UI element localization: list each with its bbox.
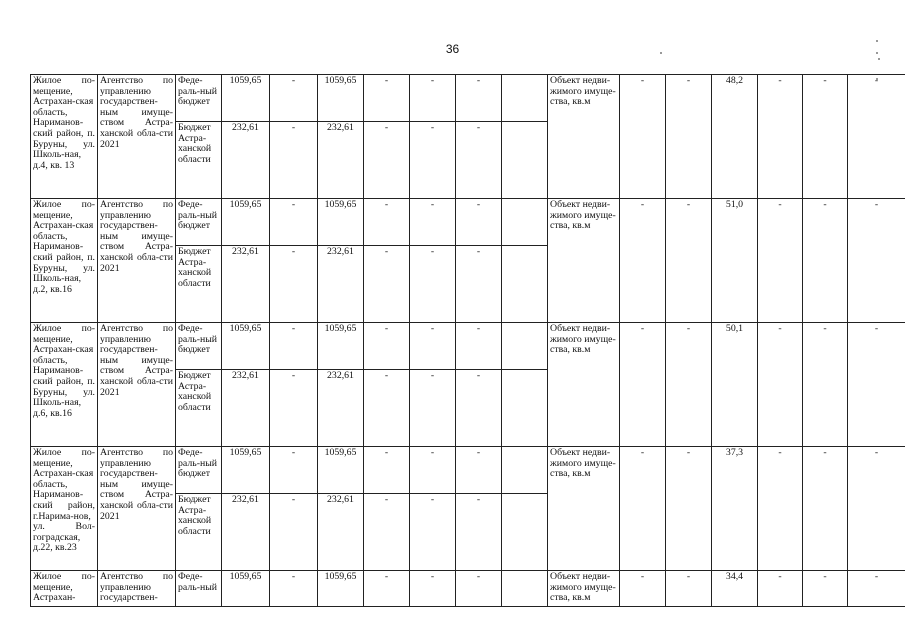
- indicator-value-cell: 50,1: [712, 323, 758, 447]
- total-amount-cell: 1059,65: [222, 571, 270, 607]
- amount-cell: -: [270, 246, 318, 323]
- amount-cell: -: [364, 447, 410, 494]
- indicator-value-cell: 51,0: [712, 199, 758, 323]
- blank-cell: [502, 75, 548, 122]
- indicator-value-cell: -: [620, 199, 666, 323]
- funding-source-cell: Феде-раль-ный: [176, 571, 222, 607]
- indicator-value-cell: -: [666, 199, 712, 323]
- indicator-cell: Объект недви-жимого имуще-ства, кв.м: [548, 447, 620, 571]
- amount-cell: -: [410, 323, 456, 370]
- address-cell: Жилое по-мещение, Астрахан-ская область, Нариманов-ский район, п. Буруны, ул. Школь-ная, д.4, кв. 13: [31, 75, 98, 199]
- amount-cell: 232,61: [318, 494, 364, 571]
- amount-cell: 1059,65: [318, 447, 364, 494]
- amount-cell: 232,61: [318, 370, 364, 447]
- funding-source-cell: Бюджет Астра-ханской области: [176, 246, 222, 323]
- blank-cell: [502, 323, 548, 370]
- amount-cell: -: [456, 246, 502, 323]
- scan-mark: [878, 58, 880, 60]
- indicator-value-cell: -: [848, 447, 905, 571]
- page-number: 36: [445, 42, 460, 56]
- total-amount-cell: 232,61: [222, 494, 270, 571]
- funding-source-cell: Бюджет Астра-ханской области: [176, 370, 222, 447]
- amount-cell: -: [364, 323, 410, 370]
- agency-cell: Агентство по управлению государствен-ным имуще-ством Астра-ханской обла-сти 2021: [98, 75, 176, 199]
- indicator-value-cell: -: [666, 75, 712, 199]
- amount-cell: -: [410, 75, 456, 122]
- indicator-value-cell: -: [620, 75, 666, 199]
- amount-cell: -: [456, 75, 502, 122]
- amount-cell: 1059,65: [318, 323, 364, 370]
- amount-cell: -: [270, 323, 318, 370]
- indicator-value-cell: -: [620, 323, 666, 447]
- indicator-value-cell: -: [803, 75, 848, 199]
- indicator-value-cell: -: [758, 199, 803, 323]
- scan-mark: [660, 52, 662, 54]
- total-amount-cell: 1059,65: [222, 75, 270, 122]
- amount-cell: -: [270, 122, 318, 199]
- indicator-value-cell: -: [620, 447, 666, 571]
- amount-cell: -: [410, 246, 456, 323]
- funding-source-cell: Бюджет Астра-ханской области: [176, 494, 222, 571]
- indicator-cell: Объект недви-жимого имуще-ства, кв.м: [548, 571, 620, 607]
- total-amount-cell: 1059,65: [222, 447, 270, 494]
- indicator-value-cell: -: [620, 571, 666, 607]
- indicator-value-cell: -: [758, 75, 803, 199]
- amount-cell: -: [456, 323, 502, 370]
- amount-cell: -: [410, 571, 456, 607]
- amount-cell: 232,61: [318, 246, 364, 323]
- indicator-value-cell: -: [803, 447, 848, 571]
- indicator-cell: Объект недви-жимого имуще-ства, кв.м: [548, 75, 620, 199]
- amount-cell: 1059,65: [318, 199, 364, 246]
- blank-cell: [502, 199, 548, 246]
- indicator-value-cell: -: [848, 75, 905, 199]
- indicator-cell: Объект недви-жимого имуще-ства, кв.м: [548, 199, 620, 323]
- amount-cell: -: [364, 246, 410, 323]
- funding-source-cell: Феде-раль-ный бюджет: [176, 447, 222, 494]
- indicator-value-cell: 34,4: [712, 571, 758, 607]
- indicator-value-cell: -: [803, 199, 848, 323]
- amount-cell: -: [364, 494, 410, 571]
- blank-cell: [502, 571, 548, 607]
- total-amount-cell: 1059,65: [222, 323, 270, 370]
- total-amount-cell: 232,61: [222, 370, 270, 447]
- table-row: [31, 571, 905, 607]
- total-amount-cell: 232,61: [222, 122, 270, 199]
- indicator-value-cell: 37,3: [712, 447, 758, 571]
- indicator-value-cell: -: [666, 447, 712, 571]
- indicator-value-cell: -: [666, 571, 712, 607]
- amount-cell: -: [364, 370, 410, 447]
- indicator-value-cell: -: [803, 323, 848, 447]
- amount-cell: -: [410, 370, 456, 447]
- indicator-value-cell: -: [758, 571, 803, 607]
- blank-cell: [502, 447, 548, 494]
- table-row: [31, 75, 905, 122]
- amount-cell: -: [270, 199, 318, 246]
- table-row: [31, 199, 905, 246]
- agency-cell: Агентство по управлению государствен-ным имуще-ством Астра-ханской обла-сти 2021: [98, 199, 176, 323]
- amount-cell: -: [364, 199, 410, 246]
- address-cell: Жилое по-мещение, Астрахан-ская область, Нариманов-ский район, г.Нарима-нов, ул. Вол-гоградская, д.22, кв.23: [31, 447, 98, 571]
- amount-cell: -: [364, 122, 410, 199]
- agency-cell: Агентство по управлению государствен-ным имуще-ством Астра-ханской обла-сти 2021: [98, 447, 176, 571]
- total-amount-cell: 1059,65: [222, 199, 270, 246]
- amount-cell: -: [270, 75, 318, 122]
- scan-mark: [876, 40, 878, 42]
- amount-cell: -: [270, 494, 318, 571]
- amount-cell: -: [270, 447, 318, 494]
- amount-cell: 232,61: [318, 122, 364, 199]
- address-cell: Жилое по-мещение, Астрахан-: [31, 571, 98, 607]
- funding-source-cell: Феде-раль-ный бюджет: [176, 199, 222, 246]
- blank-cell: [502, 122, 548, 199]
- indicator-value-cell: -: [666, 323, 712, 447]
- total-amount-cell: 232,61: [222, 246, 270, 323]
- funding-source-cell: Бюджет Астра-ханской области: [176, 122, 222, 199]
- indicator-value-cell: -: [758, 323, 803, 447]
- amount-cell: -: [456, 122, 502, 199]
- indicator-value-cell: -: [758, 447, 803, 571]
- funding-source-cell: Феде-раль-ный бюджет: [176, 75, 222, 122]
- amount-cell: -: [410, 494, 456, 571]
- address-cell: Жилое по-мещение, Астрахан-ская область, Нариманов-ский район, п. Буруны, ул. Школь-ная, д.6, кв.16: [31, 323, 98, 447]
- agency-cell: Агентство по управлению государствен-ным имуще-ством Астра-ханской обла-сти 2021: [98, 323, 176, 447]
- amount-cell: -: [270, 571, 318, 607]
- indicator-value-cell: -: [848, 323, 905, 447]
- amount-cell: -: [270, 370, 318, 447]
- amount-cell: -: [456, 447, 502, 494]
- indicator-cell: Объект недви-жимого имуще-ства, кв.м: [548, 323, 620, 447]
- amount-cell: -: [456, 494, 502, 571]
- indicator-value-cell: -: [803, 571, 848, 607]
- amount-cell: -: [456, 571, 502, 607]
- amount-cell: -: [456, 370, 502, 447]
- indicator-value-cell: -: [848, 199, 905, 323]
- agency-cell: Агентство по управлению государствен-: [98, 571, 176, 607]
- indicator-value-cell: 48,2: [712, 75, 758, 199]
- amount-cell: 1059,65: [318, 571, 364, 607]
- blank-cell: [502, 370, 548, 447]
- amount-cell: -: [456, 199, 502, 246]
- funding-source-cell: Феде-раль-ный бюджет: [176, 323, 222, 370]
- table-row: [31, 323, 905, 370]
- amount-cell: -: [410, 199, 456, 246]
- scan-mark: [876, 52, 878, 54]
- amount-cell: -: [410, 122, 456, 199]
- blank-cell: [502, 246, 548, 323]
- amount-cell: -: [410, 447, 456, 494]
- table-row: [31, 447, 905, 494]
- amount-cell: -: [364, 571, 410, 607]
- indicator-value-cell: -: [848, 571, 905, 607]
- amount-cell: -: [364, 75, 410, 122]
- program-table: [30, 74, 905, 607]
- address-cell: Жилое по-мещение, Астрахан-ская область, Нариманов-ский район, п. Буруны, ул. Школь-ная, д.2, кв.16: [31, 199, 98, 323]
- blank-cell: [502, 494, 548, 571]
- amount-cell: 1059,65: [318, 75, 364, 122]
